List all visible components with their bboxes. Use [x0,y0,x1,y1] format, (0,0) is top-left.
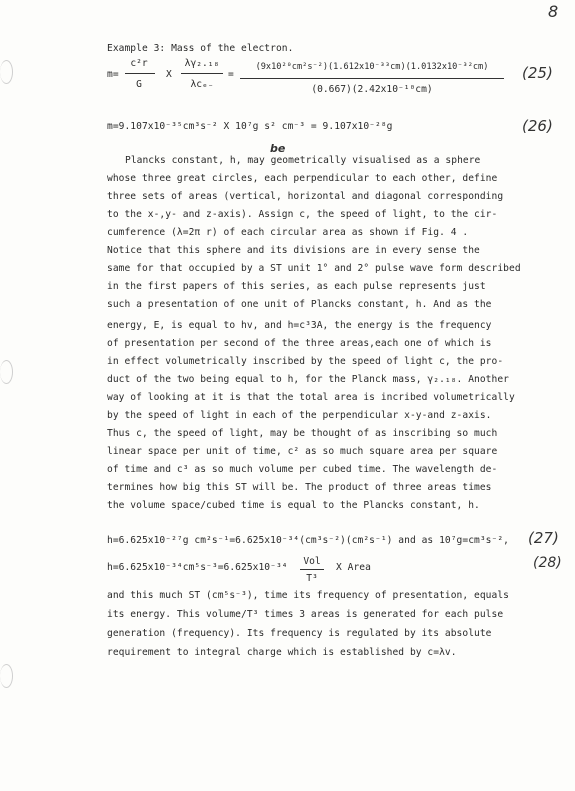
binder-hole-top [0,60,13,84]
para2-line: its energy. This volume/T³ times 3 areas is generated for each pulse [107,609,504,620]
para1-line: linear space per unit of time, c² as so much square area per square [107,446,498,457]
eq25-frac3-den: (0.667)(2.42x10⁻¹⁰cm) [311,84,433,95]
eq26-number: (26) [522,117,553,135]
para1-line: in effect volumetrically inscribed by the speed of light c, the pro- [107,356,504,367]
para1-line: the volume space/cubed time is equal to the Plancks constant, h. [107,500,480,511]
eq25-frac1-den: G [136,79,142,90]
para2-line: and this much ST (cm⁵s⁻³), time its frequency of presentation, equals [107,590,509,601]
para1-line: of presentation per second of the three areas,each one of which is [107,338,492,349]
eq25-frac3-num: (9x10²⁰cm²s⁻²)(1.612x10⁻³³cm)(1.0132x10⁻³²cm) [255,62,489,72]
eq25-frac1-bar [125,73,155,74]
eq25-frac2-bar [181,73,223,74]
eq27-text: h=6.625x10⁻²⁷g cm²s⁻¹=6.625x10⁻³⁴(cm³s⁻²)(cm²s⁻¹) and as 10⁷g=cm³s⁻², [107,535,509,546]
eq25-lhs: m= [107,69,119,80]
eq25-number: (25) [522,64,553,82]
eq25-frac2-num: λγ₂.₁₈ [184,58,220,69]
para1-line: by the speed of light in each of the perpendicular x-y-and z-axis. [107,410,492,421]
eq28-number: (28) [533,555,562,571]
para1-line: same for that occupied by a ST unit 1° and 2° pulse wave form described [107,263,521,274]
para1-line: termines how big this ST will be. The product of three areas times [107,482,492,493]
eq25-frac2-den: λcₑ₋ [190,79,214,90]
para1-line: Thus c, the speed of light, may be thought of as inscribing so much [107,428,498,439]
eq27-number: (27) [528,529,559,547]
eq25-frac1-num: c²r [130,58,148,69]
para1-line: way of looking at it is that the total area is incribed volumetrically [107,392,515,403]
eq28-frac-num: Vol [303,556,321,567]
para2-line: requirement to integral charge which is established by c=λv. [107,647,457,658]
para1-line: of time and c³ as so much volume per cubed time. The wavelength de- [107,464,498,475]
eq26-text: m=9.107x10⁻³⁵cm³s⁻² X 10⁷g s² cm⁻³ = 9.107x10⁻²⁸g [107,121,393,132]
binder-hole-bottom [0,664,13,688]
para1-line: to the x-,y- and z-axis). Assign c, the speed of light, to the cir- [107,209,498,220]
eq28-text: h=6.625x10⁻³⁴cm⁵s⁻³=6.625x10⁻³⁴ [107,562,288,573]
eq28-frac-bar [300,569,324,570]
example-title: Example 3: Mass of the electron. [107,43,294,54]
eq28-tail: X Area [336,562,371,573]
para1-line: Plancks constant, h, may geometrically visualised as a sphere [125,155,481,166]
para1-line: whose three great circles, each perpendicular to each other, define [107,173,498,184]
insert-be: be [270,142,286,155]
page-number: 8 [548,2,559,21]
eq25-frac3-bar [240,78,504,79]
eq25-times: X [166,69,172,80]
para1-line: such a presentation of one unit of Plancks constant, h. And as the [107,299,492,310]
para2-line: generation (frequency). Its frequency is regulated by its absolute [107,628,492,639]
eq25-equals: = [228,69,234,80]
para1-line: Notice that this sphere and its divisions are in every sense the [107,245,480,256]
para1-line: three sets of areas (vertical, horizontal and diagonal corresponding [107,191,504,202]
para1-line: cumference (λ=2π r) of each circular area as shown if Fig. 4 . [107,227,469,238]
para1-line: energy, E, is equal to hv, and h=c³3A, the energy is the frequency [107,320,492,331]
eq28-frac-den: T³ [306,573,318,584]
para1-line: in the first papers of this series, as each pulse represents just [107,281,486,292]
binder-hole-middle [0,360,13,384]
para1-line: duct of the two being equal to h, for the Planck mass, γ₂.₁₈. Another [107,374,509,385]
